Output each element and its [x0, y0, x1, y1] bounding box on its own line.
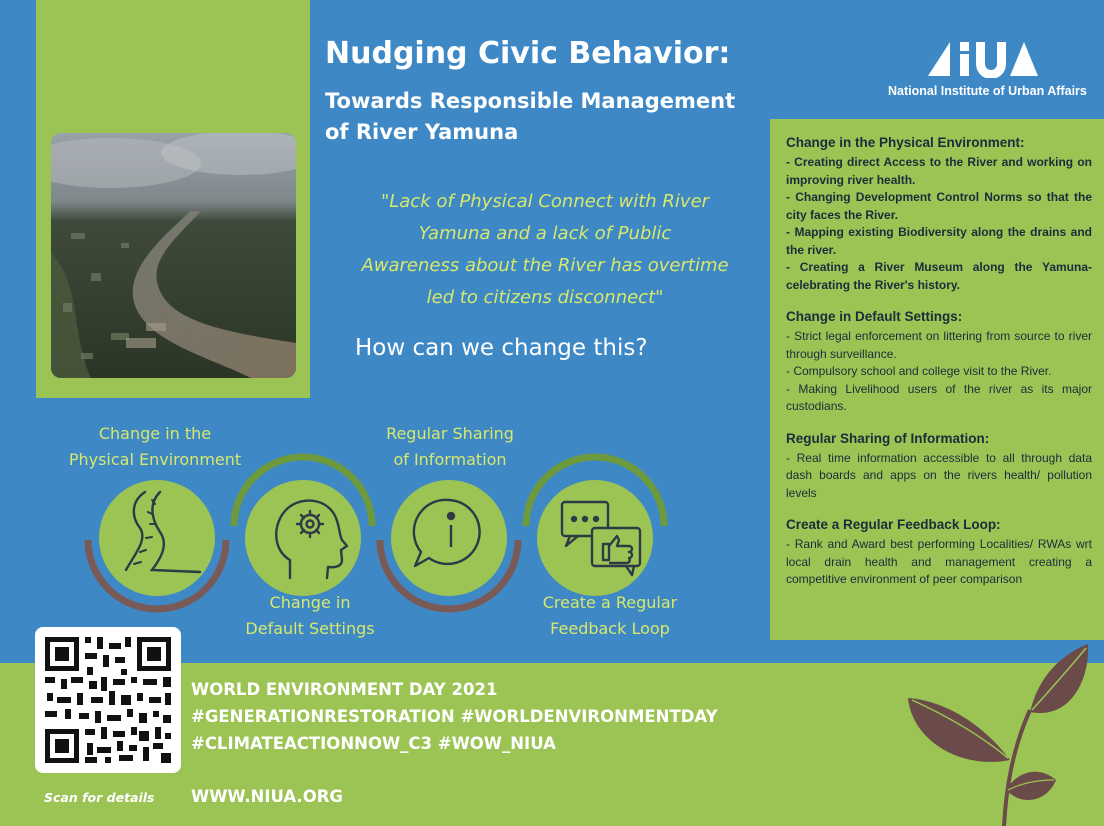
step-2-line-2: Default Settings [245, 619, 375, 638]
qr-caption: Scan for details [44, 790, 155, 805]
step-1-line-2: Physical Environment [68, 450, 242, 469]
step-2-line-1: Change in [269, 593, 351, 612]
section-heading-sharing: Regular Sharing of Information: [786, 430, 990, 446]
list-item: - Strict legal enforcement on littering from source to river through surveillance. [786, 329, 1092, 361]
section-heading-physical: Change in the Physical Environment: [786, 135, 1025, 150]
step-circle-3 [391, 480, 507, 596]
section-body-feedback [786, 536, 1092, 589]
step-1-line-1: Change in the [98, 424, 212, 443]
list-item: - Making Livelihood users of the river as its major custodians. [786, 381, 1092, 413]
qr-code[interactable] [35, 627, 181, 773]
actions-side-panel [770, 119, 1104, 640]
river-aerial-photo [51, 133, 296, 378]
list-item: - Creating a River Museum along the Yamuna- celebrating the River's history. [786, 260, 1092, 292]
step-label-2 [210, 590, 410, 642]
section-body-physical [786, 154, 1092, 294]
quote-line-4: led to citizens disconnect" [426, 287, 664, 308]
logo-org-name: National Institute of Urban Affairs [888, 84, 1087, 98]
step-label-3 [355, 421, 545, 473]
step-3-line-2: of Information [393, 450, 507, 469]
plant-leaf-icon [900, 640, 1100, 826]
niua-logo-mark [920, 38, 1040, 78]
list-item: - Creating direct Access to the River and working on improving river health. [786, 155, 1092, 187]
hashtag-block [191, 676, 718, 757]
problem-quote [320, 186, 770, 314]
section-body-default [786, 328, 1092, 416]
niua-logo [888, 38, 1087, 98]
subtitle-line-2: of River Yamuna [325, 120, 519, 144]
list-item: - Compulsory school and college visit to the River. [786, 364, 1052, 378]
section-heading-default: Change in Default Settings: [786, 309, 963, 324]
subtitle-line-1: Towards Responsible Management [325, 89, 736, 113]
list-item: - Mapping existing Biodiversity along the drains and the river. [786, 225, 1092, 257]
hashtag-line: #GENERATIONRESTORATION #WORLDENVIRONMENTDAY [191, 707, 718, 726]
poster-title: Nudging Civic Behavior: [325, 36, 731, 71]
step-4-line-1: Create a Regular [542, 593, 678, 612]
step-label-1 [60, 421, 250, 473]
event-title: WORLD ENVIRONMENT DAY 2021 [191, 680, 498, 699]
website-link[interactable]: WWW.NIUA.ORG [191, 787, 343, 806]
list-item: - Rank and Award best performing Localities/ RWAs wrt local drain health and management creating a competitive environment of peer comparison [786, 537, 1092, 586]
step-circle-2 [245, 480, 361, 596]
qr-code-graphic [35, 627, 181, 773]
quote-line-2: Yamuna and a lack of Public [418, 223, 672, 244]
hashtag-line: #CLIMATEACTIONNOW_C3 #WOW_NIUA [191, 734, 556, 753]
question-heading: How can we change this? [355, 335, 648, 361]
section-heading-feedback: Create a Regular Feedback Loop: [786, 517, 1001, 532]
section-body-sharing [786, 450, 1092, 503]
poster-subtitle [325, 86, 785, 148]
quote-line-3: Awareness about the River has overtime [361, 255, 729, 276]
step-3-line-1: Regular Sharing [386, 424, 514, 443]
quote-line-1: "Lack of Physical Connect with River [380, 191, 710, 212]
list-item: - Changing Development Control Norms so that the city faces the River. [786, 190, 1092, 222]
step-label-4 [510, 590, 710, 642]
list-item: - Real time information accessible to all through data dash boards and apps on the rivers health/ pollution levels [786, 450, 1092, 500]
step-4-line-2: Feedback Loop [550, 619, 670, 638]
